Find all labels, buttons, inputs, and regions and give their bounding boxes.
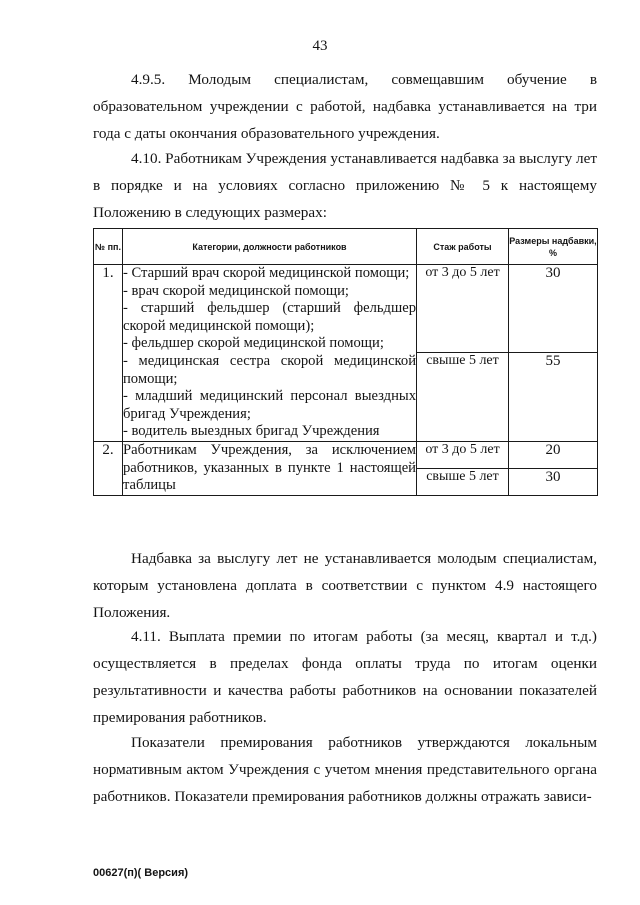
table-row [94, 441, 598, 468]
header-experience: Стаж работы [417, 229, 509, 265]
row-2-category [123, 441, 417, 495]
header-category: Категории, должности работников [123, 229, 417, 265]
category-line: - медицинская сестра скорой медицинской помощи; [123, 352, 416, 387]
category-line: - старший фельдшер (старший фельдшер скорой медицинской помощи); [123, 300, 416, 334]
table-row [94, 265, 598, 353]
row-1-category [123, 265, 417, 442]
header-size: Размеры надбавки, % [509, 229, 598, 265]
document-footer: 00627(п)( Версия) [93, 867, 189, 879]
row-1-tier-1-size: 30 [509, 265, 598, 353]
row-1-num: 1. [94, 265, 123, 442]
row-2-tier-2-size: 30 [509, 468, 598, 495]
row-1-tier-1-experience: от 3 до 5 лет [417, 265, 509, 353]
category-line: - младший медицинский персонал выездных бригад Учреждения; [123, 388, 416, 422]
category-line: - Старший врач скорой медицинской помощи; [123, 265, 410, 281]
paragraph-no-allowance: Надбавка за выслугу лет не устанавливается молодым специалистам, которым установлена доплата в соответствии с пунктом 4.9 настоящего Положения. [93, 550, 597, 621]
page-number: 43 [312, 38, 328, 54]
header-num: № пп. [94, 229, 123, 265]
paragraph-4-11: 4.11. Выплата премии по итогам работы (за месяц, квартал и т.д.) осуществляется в пределах фонда оплаты труда по итогам оценки результативности и качества работы работников на основании показателей премирования работников. [93, 628, 597, 726]
row-1-tier-2-experience: свыше 5 лет [417, 353, 509, 441]
paragraph-4-10: 4.10. Работникам Учреждения устанавливается надбавка за выслугу лет в порядке и на условиях согласно приложению № 5 к настоящему Положению в следующих размерах: [93, 150, 597, 221]
row-2-num: 2. [94, 441, 123, 495]
table-header-row [94, 229, 598, 265]
paragraph-bonus-indicators: Показатели премирования работников утверждаются локальным нормативным актом Учреждения с учетом мнения представительного органа работников. Показатели премирования работников должны отражать зависи- [93, 734, 597, 805]
paragraph-4-9-5: 4.9.5. Молодым специалистам, совмещавшим обучение в образовательном учреждении с работой, надбавка устанавливается на три года с даты окончания образовательного учреждения. [93, 71, 597, 142]
category-line: - врач скорой медицинской помощи; [123, 282, 349, 299]
row-2-tier-1-experience: от 3 до 5 лет [417, 441, 509, 468]
row-2-tier-1-size: 20 [509, 441, 598, 468]
category-line: - фельдшер скорой медицинской помощи; [123, 335, 384, 352]
row-2-tier-2-experience: свыше 5 лет [417, 468, 509, 495]
seniority-allowance-table [93, 228, 598, 496]
category-line: Работникам Учреждения, за исключением работников, указанных в пункте 1 настоящей таблицы [123, 441, 416, 494]
category-line: - водитель выездных бригад Учреждения [123, 423, 380, 440]
row-1-tier-2-size: 55 [509, 353, 598, 441]
